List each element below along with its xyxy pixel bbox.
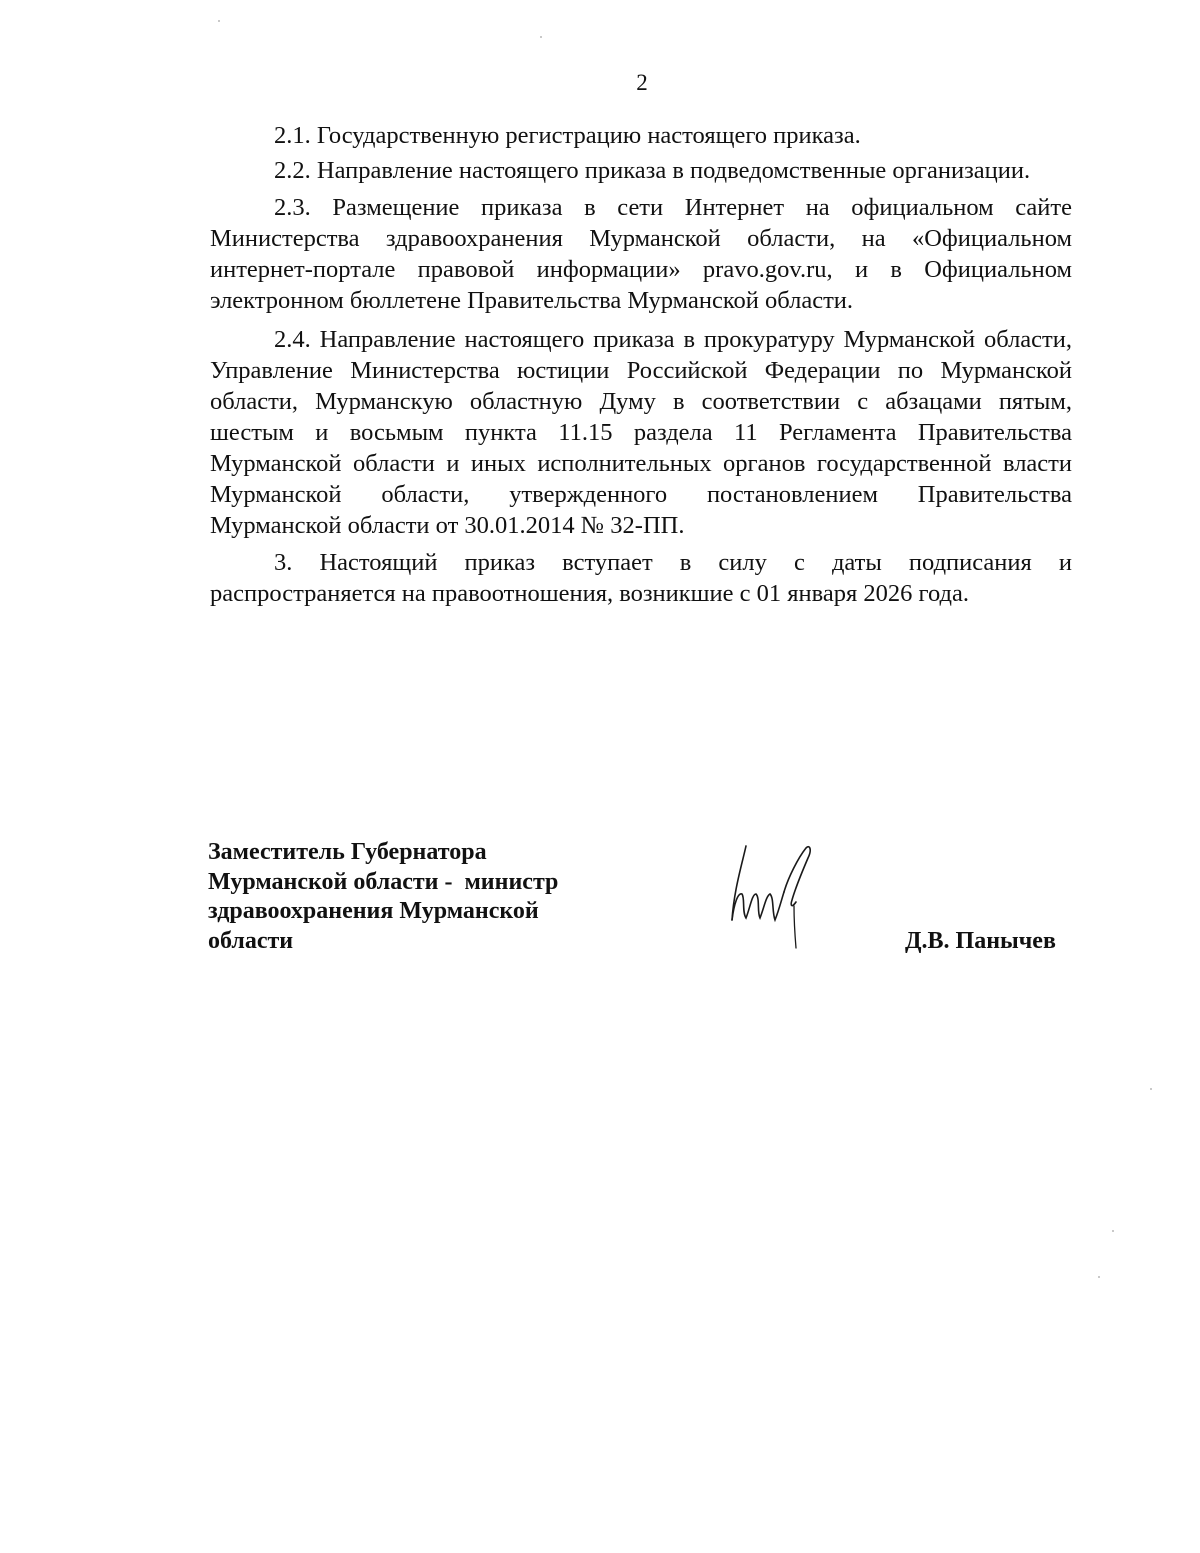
paragraph-2-4: 2.4. Направление настоящего приказа в прокуратуру Мурманской области, Управление Министерства юстиции Российской Федерации по Мурманской области, Мурманскую областную Думу в соответствии с абзацами пятым, шестым и восьмым пункта 11.15 раздела 11 Регламента Правительства Мурманской области и иных исполнительных органов государственной власти Мурманской области, утвержденного постановлением Правительства Мурманской области от 30.01.2014 № 32-ПП. xyxy=(210,326,1072,539)
scan-speck xyxy=(218,20,220,22)
scan-speck xyxy=(1098,1276,1100,1278)
signatory-position xyxy=(208,838,628,956)
scan-speck xyxy=(1150,1088,1152,1090)
position-line: области xyxy=(208,927,294,954)
document-body xyxy=(210,120,1072,609)
position-line: здравоохранения Мурманской xyxy=(208,898,539,924)
paragraph-2-2: 2.2. Направление настоящего приказа в подведомственные организации. xyxy=(274,157,1031,184)
signer-name: Д.В. Панычев xyxy=(905,928,1056,954)
handwritten-signature xyxy=(722,842,822,952)
paragraph-2-1: 2.1. Государственную регистрацию настоящего приказа. xyxy=(274,122,861,149)
position-line: Заместитель Губернатора xyxy=(208,839,487,865)
page-number: 2 xyxy=(636,70,648,95)
position-line: Мурманской области - министр xyxy=(208,868,559,895)
scan-speck xyxy=(540,36,542,38)
paragraph-3: 3. Настоящий приказ вступает в силу с даты подписания и распространяется на правоотношения, возникшие с 01 января 2026 года. xyxy=(210,549,1072,607)
scan-speck xyxy=(1112,1230,1114,1232)
paragraph-2-3: 2.3. Размещение приказа в сети Интернет на официальном сайте Министерства здравоохранения Мурманской области, на «Официальном интернет-портале правовой информации» pravo.gov.ru, и в Официальном электронном бюллетене Правительства Мурманской области. xyxy=(210,194,1072,314)
